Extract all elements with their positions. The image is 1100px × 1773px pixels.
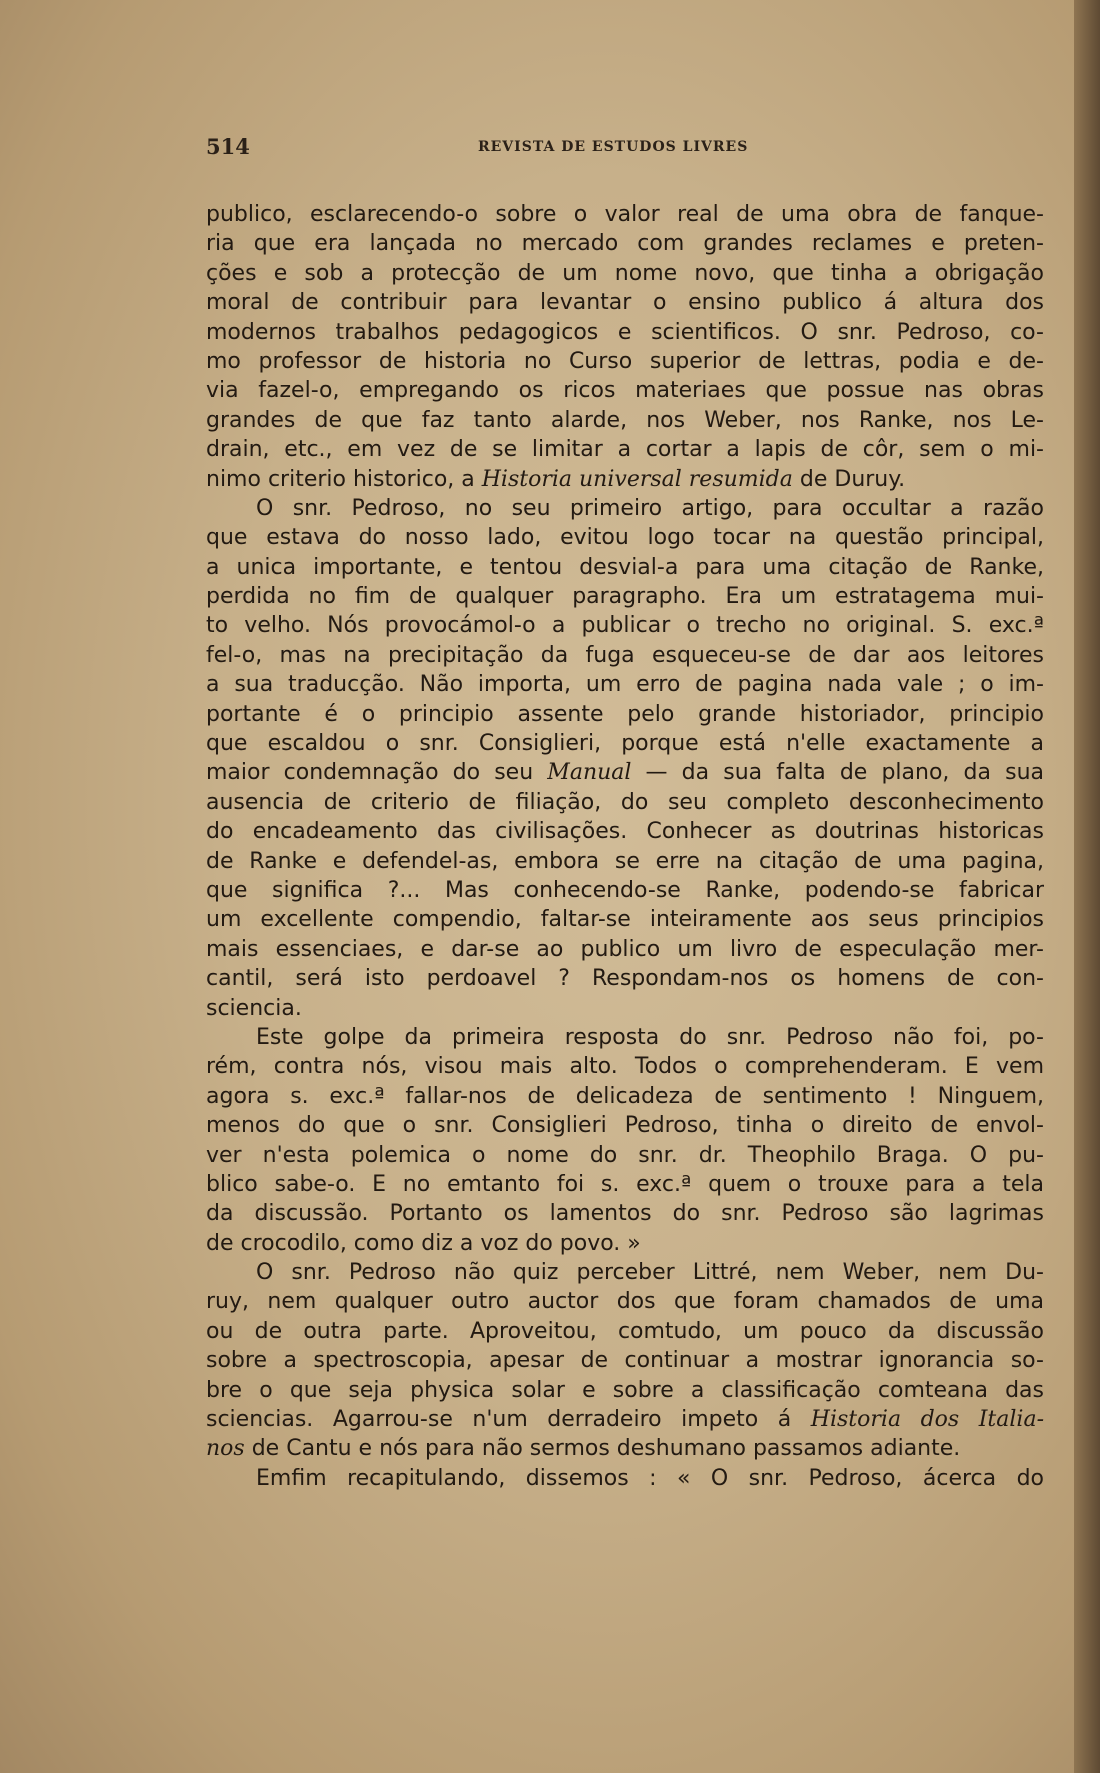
text-line: publico, esclarecendo-o sobre o valor real de uma obra de fanque- bbox=[206, 202, 1044, 227]
page-edge-shadow bbox=[1074, 0, 1100, 1773]
text-line: sobre a spectroscopia, apesar de continuar a mostrar ignorancia so- bbox=[206, 1348, 1044, 1374]
text-line: moral de contribuir para levantar o ensino publico á altura dos bbox=[206, 290, 1044, 316]
text-line: que estava do nosso lado, evitou logo tocar na questão principal, bbox=[206, 525, 1044, 551]
text-line: O snr. Pedroso não quiz perceber Littré, nem Weber, nem Du- bbox=[256, 1260, 1044, 1286]
text-line: to velho. Nós provocámol-o a publicar o trecho no original. S. exc.ª bbox=[206, 613, 1044, 639]
text-line: ausencia de criterio de filiação, do seu completo desconhecimento bbox=[206, 789, 1044, 815]
text-line: maior condemnação do seu Manual — da sua falta de plano, da sua bbox=[206, 760, 1044, 786]
text-line: O snr. Pedroso, no seu primeiro artigo, para occultar a razão bbox=[256, 495, 1044, 521]
text-line: um excellente compendio, faltar-se inteiramente aos seus principios bbox=[206, 907, 1044, 933]
text-line: nimo criterio historico, a Historia universal resumida de Duruy. bbox=[206, 466, 906, 492]
text-line: nos de Cantu e nós para não sermos deshumano passamos adiante. bbox=[206, 1436, 961, 1462]
text-line: ruy, nem qualquer outro auctor dos que foram chamados de uma bbox=[206, 1289, 1044, 1315]
running-title: REVISTA DE ESTUDOS LIVRES bbox=[478, 139, 749, 155]
text-line: perdida no fim de qualquer paragrapho. Era um estratagema mui- bbox=[206, 584, 1044, 610]
text-line: ver n'esta polemica o nome do snr. dr. Theophilo Braga. O pu- bbox=[206, 1142, 1044, 1168]
text-line: a unica importante, e tentou desvial-a para uma citação de Ranke, bbox=[206, 554, 1044, 580]
text-line: bre o que seja physica solar e sobre a classificação comteana das bbox=[206, 1377, 1044, 1403]
text-line: blico sabe-o. E no emtanto foi s. exc.ª quem o trouxe para a tela bbox=[206, 1171, 1044, 1197]
text-line: Emfim recapitulando, dissemos : « O snr. Pedroso, ácerca do bbox=[256, 1465, 1044, 1491]
italic-title: Manual bbox=[547, 760, 632, 786]
text-line: drain, etc., em vez de se limitar a cortar a lapis de côr, sem o mi- bbox=[206, 437, 1044, 463]
text-line: portante é o principio assente pelo grande historiador, principio bbox=[206, 701, 1044, 727]
italic-title: Historia dos Italia- bbox=[810, 1407, 1044, 1433]
text-line: de crocodilo, como diz a voz do povo. » bbox=[206, 1230, 641, 1256]
text-line: rém, contra nós, visou mais alto. Todos o comprehenderam. E vem bbox=[206, 1054, 1044, 1080]
text-line: sciencia. bbox=[206, 995, 302, 1021]
text-line: ou de outra parte. Aproveitou, comtudo, um pouco da discussão bbox=[206, 1318, 1044, 1344]
page-number: 514 bbox=[206, 134, 250, 159]
body-text bbox=[206, 200, 1044, 1493]
text-line: menos do que o snr. Consiglieri Pedroso, tinha o direito de envol- bbox=[206, 1113, 1044, 1139]
text-line: sciencias. Agarrou-se n'um derradeiro impeto á Historia dos Italia- bbox=[206, 1407, 1044, 1433]
page-header bbox=[206, 134, 1046, 164]
text-line: modernos trabalhos pedagogicos e scientificos. O snr. Pedroso, co- bbox=[206, 319, 1044, 345]
text-line: grandes de que faz tanto alarde, nos Weber, nos Ranke, nos Le- bbox=[206, 407, 1044, 433]
text-line: via fazel-o, empregando os ricos materiaes que possue nas obras bbox=[206, 378, 1044, 404]
text-line: de Ranke e defendel-as, embora se erre na citação de uma pagina, bbox=[206, 848, 1044, 874]
text-line: ria que era lançada no mercado com grandes reclames e preten- bbox=[206, 231, 1044, 257]
text-line: fel-o, mas na precipitação da fuga esqueceu-se de dar aos leitores bbox=[206, 642, 1044, 668]
text-line: que significa ?... Mas conhecendo-se Ranke, podendo-se fabricar bbox=[206, 877, 1044, 903]
text-line: agora s. exc.ª fallar-nos de delicadeza de sentimento ! Ninguem, bbox=[206, 1083, 1044, 1109]
text-line: cantil, será isto perdoavel ? Respondam-nos os homens de con- bbox=[206, 966, 1044, 992]
italic-title: Historia universal resumida bbox=[481, 466, 793, 492]
text-line: mais essenciaes, e dar-se ao publico um livro de especulação mer- bbox=[206, 936, 1044, 962]
text-line: da discussão. Portanto os lamentos do snr. Pedroso são lagrimas bbox=[206, 1201, 1044, 1227]
text-line: a sua traducção. Não importa, um erro de pagina nada vale ; o im- bbox=[206, 672, 1044, 698]
text-line: Este golpe da primeira resposta do snr. Pedroso não foi, po- bbox=[256, 1024, 1044, 1050]
text-line: ções e sob a protecção de um nome novo, que tinha a obrigação bbox=[206, 260, 1044, 286]
italic-title: nos bbox=[206, 1436, 245, 1462]
text-line: do encadeamento das civilisações. Conhecer as doutrinas historicas bbox=[206, 819, 1044, 845]
text-line: que escaldou o snr. Consiglieri, porque está n'elle exactamente a bbox=[206, 731, 1044, 757]
text-line: mo professor de historia no Curso superior de lettras, podia e de- bbox=[206, 348, 1044, 374]
